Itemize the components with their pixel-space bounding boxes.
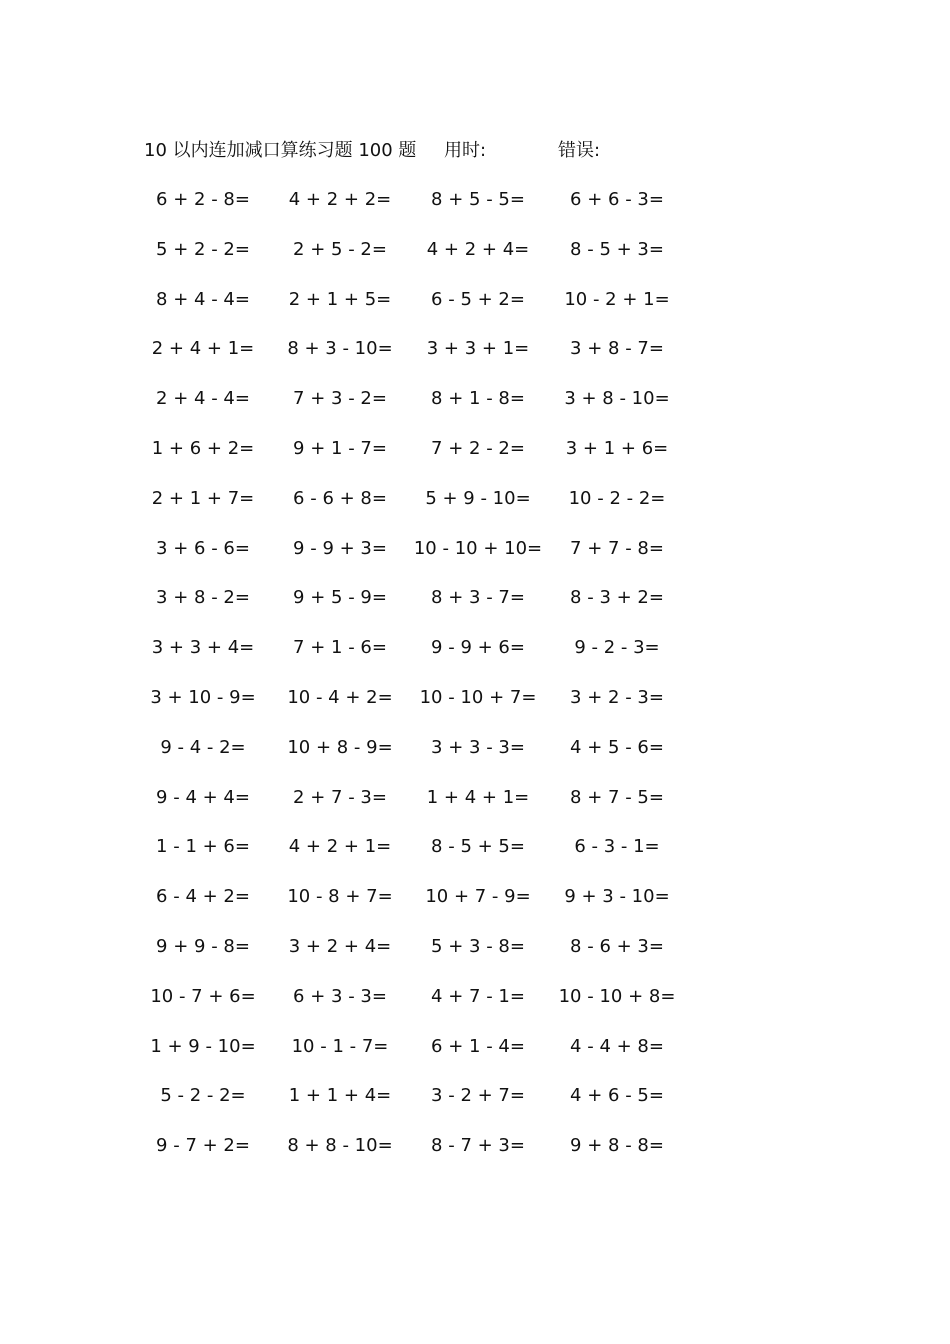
- problem-r16-c1: 9 + 9 - 8=: [156, 936, 250, 957]
- problem-r14-c4: 6 - 3 - 1=: [574, 836, 660, 858]
- problem-r16-c2: 3 + 2 + 4=: [288, 936, 392, 957]
- problem-r13-c4: 8 + 7 - 5=: [570, 786, 664, 808]
- problem-r18-c1: 1 + 9 - 10=: [150, 1035, 256, 1057]
- problem-r12-c4: 4 + 5 - 6=: [570, 736, 664, 758]
- problem-r8-c1: 3 + 6 - 6=: [156, 537, 250, 559]
- problem-r8-c2: 9 - 9 + 3=: [293, 537, 387, 559]
- problem-r12-c3: 3 + 3 - 3=: [431, 736, 525, 758]
- worksheet-title: 10 以内连加减口算练习题 100 题: [144, 140, 417, 161]
- problem-r11-c1: 3 + 10 - 9=: [150, 687, 256, 708]
- problem-r4-c4: 3 + 8 - 7=: [570, 338, 664, 360]
- problem-r11-c2: 10 - 4 + 2=: [287, 687, 393, 708]
- problem-r2-c3: 4 + 2 + 4=: [426, 238, 530, 260]
- problem-r7-c3: 5 + 9 - 10=: [425, 487, 531, 509]
- problem-r4-c1: 2 + 4 + 1=: [151, 338, 255, 360]
- problem-r10-c1: 3 + 3 + 4=: [151, 637, 255, 659]
- problem-r12-c2: 10 + 8 - 9=: [287, 736, 393, 758]
- problem-r11-c3: 10 - 10 + 7=: [419, 687, 537, 708]
- problem-r1-c4: 6 + 6 - 3=: [570, 189, 664, 210]
- problem-r3-c3: 6 - 5 + 2=: [431, 288, 525, 310]
- problem-r5-c3: 8 + 1 - 8=: [431, 388, 525, 410]
- problem-r14-c1: 1 - 1 + 6=: [156, 836, 250, 858]
- problem-r9-c3: 8 + 3 - 7=: [431, 587, 525, 609]
- problem-r5-c4: 3 + 8 - 10=: [564, 388, 670, 410]
- problem-r15-c4: 9 + 3 - 10=: [564, 886, 670, 908]
- problem-r6-c1: 1 + 6 + 2=: [151, 438, 255, 459]
- problem-r8-c3: 10 - 10 + 10=: [413, 537, 543, 559]
- error-label: 错误:: [558, 140, 601, 161]
- problem-r14-c2: 4 + 2 + 1=: [288, 836, 392, 858]
- problem-r20-c4: 9 + 8 - 8=: [570, 1135, 664, 1157]
- problem-r14-c3: 8 - 5 + 5=: [431, 836, 525, 858]
- problem-r2-c2: 2 + 5 - 2=: [293, 238, 387, 260]
- problem-r18-c2: 10 - 1 - 7=: [291, 1035, 389, 1057]
- problem-r5-c2: 7 + 3 - 2=: [293, 388, 387, 410]
- problem-r3-c4: 10 - 2 + 1=: [564, 288, 670, 310]
- problem-r12-c1: 9 - 4 - 2=: [160, 736, 246, 758]
- problem-r17-c4: 10 - 10 + 8=: [558, 985, 676, 1007]
- problem-r1-c2: 4 + 2 + 2=: [288, 189, 392, 210]
- problem-r8-c4: 7 + 7 - 8=: [570, 537, 664, 559]
- problem-r13-c3: 1 + 4 + 1=: [426, 786, 530, 808]
- problem-r17-c1: 10 - 7 + 6=: [150, 985, 256, 1007]
- problem-r13-c1: 9 - 4 + 4=: [156, 786, 250, 808]
- problem-r7-c4: 10 - 2 - 2=: [568, 487, 666, 509]
- problem-r9-c4: 8 - 3 + 2=: [570, 587, 664, 609]
- problem-r13-c2: 2 + 7 - 3=: [293, 786, 387, 808]
- problem-r1-c1: 6 + 2 - 8=: [156, 189, 250, 210]
- problem-r4-c3: 3 + 3 + 1=: [426, 338, 530, 360]
- problem-r16-c3: 5 + 3 - 8=: [431, 936, 525, 957]
- problem-r10-c3: 9 - 9 + 6=: [431, 637, 525, 659]
- time-label: 用时:: [444, 140, 487, 161]
- problem-r10-c2: 7 + 1 - 6=: [293, 637, 387, 659]
- problem-r15-c3: 10 + 7 - 9=: [425, 886, 531, 908]
- problem-r3-c2: 2 + 1 + 5=: [288, 288, 392, 310]
- problem-r18-c3: 6 + 1 - 4=: [431, 1035, 525, 1057]
- problem-r10-c4: 9 - 2 - 3=: [574, 637, 660, 659]
- problem-r17-c3: 4 + 7 - 1=: [431, 985, 525, 1007]
- problem-r15-c1: 6 - 4 + 2=: [156, 886, 250, 908]
- problem-r20-c1: 9 - 7 + 2=: [156, 1135, 250, 1157]
- problem-r7-c2: 6 - 6 + 8=: [293, 487, 387, 509]
- problem-r3-c1: 8 + 4 - 4=: [156, 288, 250, 310]
- problem-r6-c2: 9 + 1 - 7=: [293, 438, 387, 459]
- problem-r2-c4: 8 - 5 + 3=: [570, 238, 664, 260]
- problem-r2-c1: 5 + 2 - 2=: [156, 238, 250, 260]
- problem-r19-c4: 4 + 6 - 5=: [570, 1085, 664, 1107]
- problem-r19-c2: 1 + 1 + 4=: [288, 1085, 392, 1107]
- worksheet-header: [0, 138, 950, 164]
- problem-r20-c2: 8 + 8 - 10=: [287, 1135, 393, 1157]
- problem-r6-c3: 7 + 2 - 2=: [431, 438, 525, 459]
- problem-r5-c1: 2 + 4 - 4=: [156, 388, 250, 410]
- problem-r19-c3: 3 - 2 + 7=: [431, 1085, 525, 1107]
- problem-r11-c4: 3 + 2 - 3=: [570, 687, 664, 708]
- problem-r19-c1: 5 - 2 - 2=: [160, 1085, 246, 1107]
- problem-r9-c2: 9 + 5 - 9=: [293, 587, 387, 609]
- problem-r7-c1: 2 + 1 + 7=: [151, 487, 255, 509]
- problem-r18-c4: 4 - 4 + 8=: [570, 1035, 664, 1057]
- problem-r20-c3: 8 - 7 + 3=: [431, 1135, 525, 1157]
- problem-r1-c3: 8 + 5 - 5=: [431, 189, 525, 210]
- problem-r17-c2: 6 + 3 - 3=: [293, 985, 387, 1007]
- problem-r15-c2: 10 - 8 + 7=: [287, 886, 393, 908]
- problem-r9-c1: 3 + 8 - 2=: [156, 587, 250, 609]
- problem-r6-c4: 3 + 1 + 6=: [565, 438, 669, 459]
- problem-r4-c2: 8 + 3 - 10=: [287, 338, 393, 360]
- problem-r16-c4: 8 - 6 + 3=: [570, 936, 664, 957]
